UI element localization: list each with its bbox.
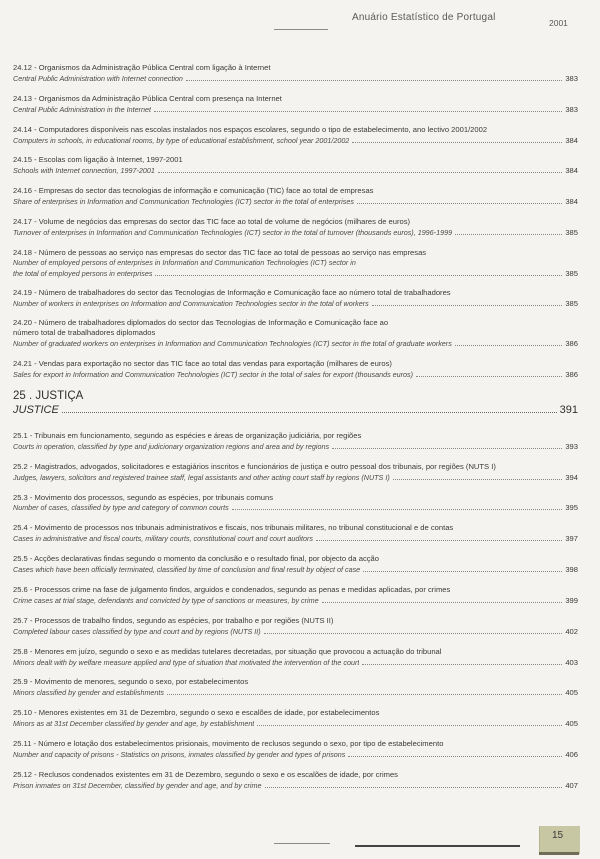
- entry-title-pt: 25.3 - Movimento dos processos, segundo as espécies, por tribunais comuns: [13, 492, 274, 502]
- entry-title-en-row: [13, 626, 578, 637]
- footer-rule-right: [355, 845, 520, 847]
- toc-entry[interactable]: [13, 462, 578, 483]
- entry-title-en: Minors dealt with by welfare measure applied and type of situation that motivated the intervention of the court: [13, 657, 360, 667]
- entry-title-en: Share of enterprises in Information and Communication Technologies (ICT) sector in the total of enterprises: [13, 197, 354, 207]
- entry-title-en-row: [13, 338, 578, 349]
- entry-title-en: the total of employed persons in enterprises: [13, 268, 153, 278]
- toc-entry[interactable]: [13, 125, 578, 146]
- toc-entry[interactable]: [13, 63, 578, 84]
- toc-entry[interactable]: [13, 523, 578, 544]
- entry-title-en: Number of cases, classified by type and category of common courts: [13, 503, 229, 513]
- entry-title-en-row: [13, 441, 578, 452]
- entry-title-en-row: [13, 298, 578, 309]
- leader-dots: [357, 196, 562, 204]
- entry-title-en-row: [13, 268, 578, 279]
- entry-title-en: Minors classified by gender and establishments: [13, 688, 165, 698]
- entry-title-en-row: [13, 780, 578, 791]
- leader-dots: [455, 227, 562, 235]
- leader-dots: [455, 338, 563, 346]
- entry-title-en-row: [13, 369, 578, 380]
- entry-page-number: 385: [565, 227, 578, 237]
- entry-title-en: Central Public Administration with Internet connection: [13, 73, 183, 83]
- section-page-number: 391: [559, 403, 578, 416]
- entry-title-pt: 24.21 - Vendas para exportação no sector das TIC face ao total das vendas para exportação (milhares de euros): [13, 359, 392, 369]
- leader-dots: [348, 749, 562, 757]
- leader-dots: [393, 472, 563, 480]
- entry-title-en: Computers in schools, in educational rooms, by type of educational establishment, school year 2001/2002: [13, 135, 350, 145]
- entry-title-en-row: [13, 657, 578, 668]
- entry-title-en-row: [13, 533, 578, 544]
- toc-entry[interactable]: [13, 708, 578, 729]
- entry-title-en: Prison inmates on 31st December, classified by gender and age, and by crime: [13, 780, 262, 790]
- entry-title-pt: 24.20 - Número de trabalhadores diplomados do sector das Tecnologias de Informação e Comunicação face ao: [13, 318, 389, 328]
- entry-page-number: 406: [565, 749, 578, 759]
- table-of-contents: [13, 63, 578, 791]
- entry-page-number: 405: [565, 719, 578, 729]
- toc-entries-section-25: [13, 431, 578, 791]
- entry-page-number: 384: [565, 135, 578, 145]
- footer-rule-left: [274, 843, 330, 844]
- leader-dots: [416, 369, 562, 377]
- entry-title-en: Minors as at 31st December classified by gender and age, by establishment: [13, 719, 255, 729]
- entry-page-number: 385: [565, 268, 578, 278]
- entry-title-pt: 24.18 - Número de pessoas ao serviço nas empresas do sector das TIC face ao total de pessoas ao serviço nas empresas: [13, 247, 427, 257]
- entry-title-en: Crime cases at trial stage, defendants and convicted by type of sanctions or measures, by crime: [13, 595, 319, 605]
- entry-page-number: 386: [565, 339, 578, 349]
- toc-entries-section-24: [13, 63, 578, 380]
- toc-entry[interactable]: [13, 554, 578, 575]
- toc-entry[interactable]: [13, 155, 578, 176]
- entry-title-en: Central Public Administration in the Internet: [13, 104, 151, 114]
- entry-title-pt: 25.8 - Menores em juízo, segundo o sexo e as medidas tutelares decretadas, por situação que provocou a actuação do tribunal: [13, 646, 442, 656]
- entry-page-number: 405: [565, 688, 578, 698]
- entry-title-en: Turnover of enterprises in Information and Communication Technologies (ICT) sector in the total of turnover (thousands euros), 1996-1999: [13, 227, 453, 237]
- toc-entry[interactable]: [13, 647, 578, 668]
- entry-title-en: Number and capacity of prisons - Statistics on prisons, inmates classified by gender and types of prisons: [13, 749, 346, 759]
- leader-dots: [155, 268, 562, 276]
- toc-entry[interactable]: [13, 493, 578, 514]
- toc-entry[interactable]: [13, 359, 578, 380]
- leader-dots: [167, 687, 562, 695]
- entry-title-en-row: [13, 749, 578, 760]
- entry-title-en-row: [13, 595, 578, 606]
- entry-page-number: 393: [565, 441, 578, 451]
- entry-page-number: 383: [565, 104, 578, 114]
- entry-title-pt: 24.14 - Computadores disponíveis nas escolas instalados nos espaços escolares, segundo o tipo de estabelecimento, ano lectivo 2001/2002: [13, 124, 488, 134]
- entry-title-pt: 25.9 - Movimento de menores, segundo o sexo, por estabelecimentos: [13, 677, 249, 687]
- entry-title-pt: 24.12 - Organismos da Administração Pública Central com ligação à Internet: [13, 63, 271, 72]
- toc-entry[interactable]: [13, 186, 578, 207]
- entry-title-en: Completed labour cases classified by type and court and by regions (NUTS II): [13, 626, 261, 636]
- entry-title-pt: 25.5 - Acções declarativas findas segundo o momento da conclusão e o resultado final, por objecto da acção: [13, 554, 379, 564]
- entry-title-en-row: [13, 687, 578, 698]
- leader-dots: [62, 403, 557, 413]
- header-title: Anuário Estatístico de Portugal: [352, 12, 496, 23]
- entry-title-pt: 25.11 - Número e lotação dos estabelecimentos prisionais, movimento de reclusos segundo o sexo, por tipo de estabelecimento: [13, 739, 444, 749]
- entry-title-en-row: [13, 718, 578, 729]
- toc-entry[interactable]: [13, 739, 578, 760]
- leader-dots: [232, 502, 563, 510]
- entry-title-pt: 24.13 - Organismos da Administração Pública Central com presença na Internet: [13, 93, 282, 103]
- entry-title-pt: 25.7 - Processos de trabalho findos, segundo as espécies, por trabalho e por regiões (NUTS II): [13, 615, 334, 625]
- section-heading-justice[interactable]: [13, 390, 578, 417]
- entry-title-pt: 24.19 - Número de trabalhadores do sector das Tecnologias de Informação e Comunicação face ao número total de trabalhadores: [13, 287, 451, 297]
- leader-dots: [265, 780, 563, 788]
- entry-page-number: 385: [565, 298, 578, 308]
- entry-title-pt: 24.15 - Escolas com ligação à Internet, 1997-2001: [13, 155, 183, 165]
- header-year: 2001: [549, 18, 568, 28]
- entry-page-number: 384: [565, 166, 578, 176]
- section-title-en: JUSTICE: [13, 403, 59, 416]
- toc-entry[interactable]: [13, 217, 578, 238]
- entry-title-en-row: [13, 104, 578, 115]
- toc-entry[interactable]: [13, 288, 578, 309]
- entry-page-number: 384: [565, 197, 578, 207]
- entry-title-pt: 25.1 - Tribunais em funcionamento, segundo as espécies e áreas de organização judiciária, por regiões: [13, 430, 362, 440]
- entry-page-number: 395: [565, 503, 578, 513]
- entry-title-en: Number of graduated workers on enterprises in Information and Communication Technologies (ICT) sector in the total of graduate workers: [13, 339, 452, 349]
- toc-entry[interactable]: [13, 677, 578, 698]
- page-number-box: [539, 826, 580, 854]
- entry-title-pt: 25.10 - Menores existentes em 31 de Dezembro, segundo o sexo e escalões de idade, por estabelecimentos: [13, 708, 380, 718]
- entry-title-pt: 24.17 - Volume de negócios das empresas do sector das TIC face ao total de volume de negócios (milhares de euros): [13, 217, 411, 227]
- entry-title-pt: 25.12 - Reclusos condenados existentes em 31 de Dezembro, segundo o sexo e os escalões de idade, por crimes: [13, 769, 398, 779]
- entry-page-number: 407: [565, 780, 578, 790]
- entry-title-en-row: [13, 165, 578, 176]
- entry-title-en-row: [13, 564, 578, 575]
- entry-title-en-row: [13, 196, 578, 207]
- toc-entry[interactable]: [13, 94, 578, 115]
- entry-title-en-row: [13, 135, 578, 146]
- toc-entry[interactable]: [13, 616, 578, 637]
- leader-dots: [362, 657, 562, 665]
- entry-title-en: Cases in administrative and fiscal courts, military courts, constitutional court and court auditors: [13, 534, 314, 544]
- entry-title-en: Judges, lawyers, solicitors and registered trainee staff, legal assistants and other acting court staff by regions (NUTS I): [13, 472, 390, 482]
- leader-dots: [154, 104, 562, 112]
- entry-page-number: 402: [565, 626, 578, 636]
- entry-title-en: Schools with Internet connection, 1997-2001: [13, 166, 155, 176]
- entry-page-number: 383: [565, 73, 578, 83]
- entry-page-number: 394: [565, 472, 578, 482]
- entry-title-en-row: [13, 502, 578, 513]
- leader-dots: [316, 533, 562, 541]
- entry-page-number: 398: [565, 565, 578, 575]
- entry-title-en: Courts in operation, classified by type and judicionary organization regions and area and by regions: [13, 441, 330, 451]
- page-number: 15: [552, 830, 564, 841]
- entry-title-pt: 25.4 - Movimento de processos nos tribunais administrativos e fiscais, nos tribunais militares, no tribunal constitucional e de contas: [13, 523, 454, 533]
- toc-entry[interactable]: [13, 770, 578, 791]
- entry-title-en-row: [13, 73, 578, 84]
- entry-page-number: 397: [565, 534, 578, 544]
- leader-dots: [264, 626, 563, 634]
- entry-title-en: Sales for export in Information and Communication Technologies (ICT) sector in the total of sales for export (thousands euros): [13, 370, 414, 380]
- leader-dots: [158, 165, 562, 173]
- toc-entry[interactable]: [13, 431, 578, 452]
- entry-title-pt: 25.6 - Processos crime na fase de julgamento findos, arguidos e condenados, segundo as penas e medidas aplicadas, por crimes: [13, 585, 451, 594]
- entry-title-pt: 25.2 - Magistrados, advogados, solicitadores e estagiários inscritos e funcionários de justiça e outro pessoal dos tribunais, por regiões (NUTS I): [13, 461, 496, 471]
- leader-dots: [332, 441, 562, 449]
- toc-entry[interactable]: [13, 248, 578, 279]
- entry-page-number: 399: [565, 595, 578, 605]
- toc-entry[interactable]: [13, 585, 578, 606]
- leader-dots: [363, 564, 562, 572]
- section-title-pt: 25 . JUSTIÇA: [13, 389, 84, 402]
- entry-page-number: 386: [565, 370, 578, 380]
- section-title-en-row: [13, 403, 578, 417]
- leader-dots: [352, 135, 562, 143]
- toc-entry[interactable]: [13, 318, 578, 349]
- entry-page-number: 403: [565, 657, 578, 667]
- entry-title-en: Number of workers in enterprises on Information and Communication Technologies sector in the total of workers: [13, 298, 369, 308]
- entry-title-pt: 24.16 - Empresas do sector das tecnologias de informação e comunicação (TIC) face ao total de empresas: [13, 186, 374, 196]
- header-rule: [274, 29, 328, 30]
- leader-dots: [322, 595, 563, 603]
- leader-dots: [186, 73, 562, 81]
- entry-title-en-row: [13, 227, 578, 238]
- entry-title-en-row: [13, 472, 578, 483]
- page-number-bar: [539, 852, 579, 855]
- entry-title-en-cont: Number of employed persons of enterprises in Information and Communication Technologies (ICT) sector in: [13, 257, 356, 267]
- leader-dots: [372, 298, 563, 306]
- entry-title-pt-cont: número total de trabalhadores diplomados: [13, 328, 156, 338]
- leader-dots: [257, 718, 562, 726]
- entry-title-en: Cases which have been officially terminated, classified by time of conclusion and final result by object of case: [13, 565, 361, 575]
